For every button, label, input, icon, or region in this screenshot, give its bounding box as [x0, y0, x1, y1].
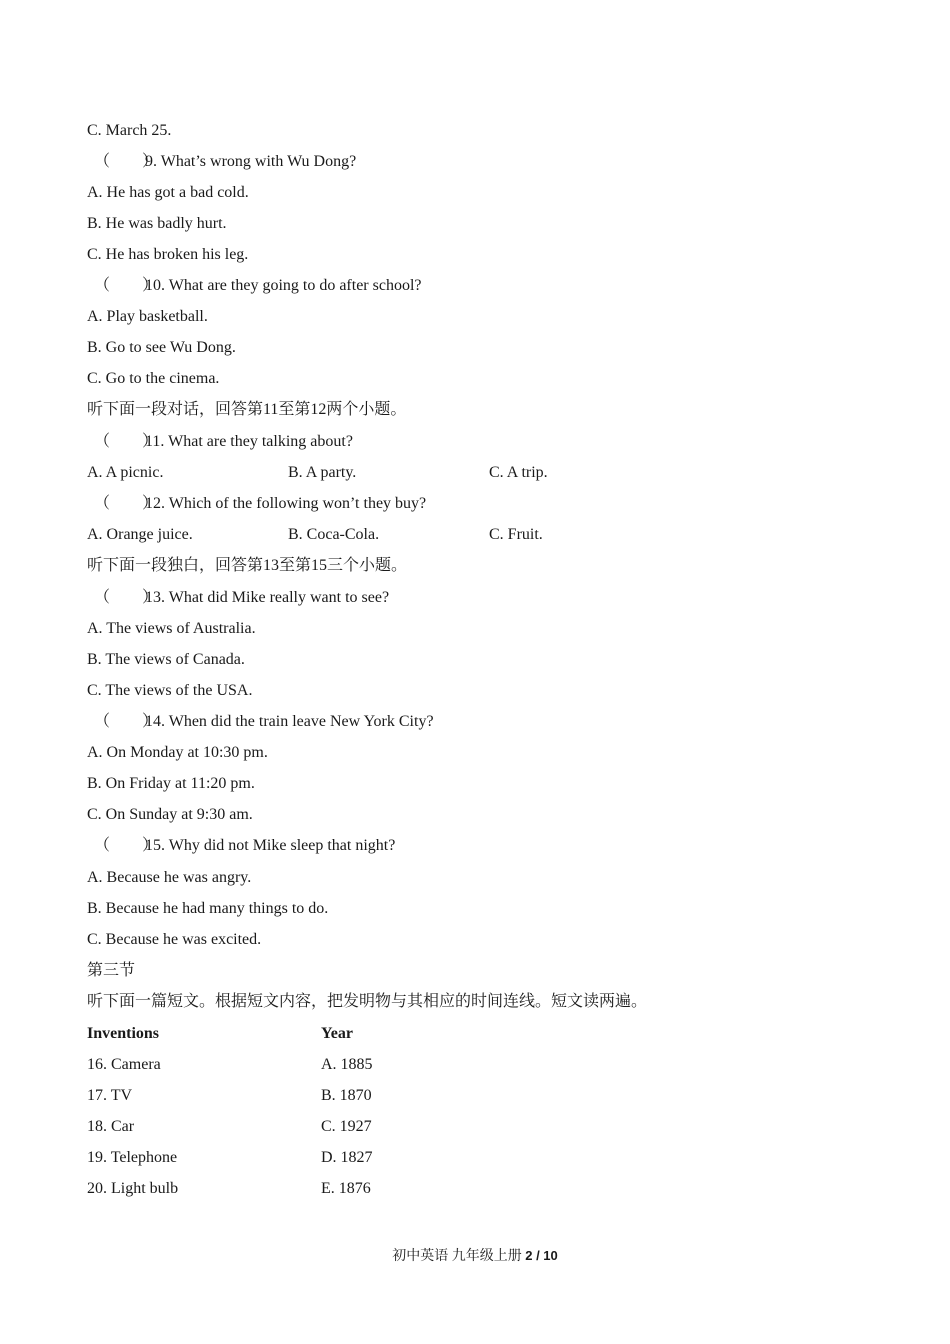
question-text: 11. What are they talking about? — [145, 433, 353, 450]
option-8c: C. March 25. — [87, 122, 172, 139]
option-10a: A. Play basketball. — [87, 308, 208, 325]
instruction-section-3: 听下面一篇短文。根据短文内容，把发明物与其相应的时间连线。短文读两遍。 — [87, 993, 648, 1010]
year-header: Year — [321, 1025, 353, 1042]
question-10 — [87, 276, 422, 296]
option-14a: A. On Monday at 10:30 pm. — [87, 744, 268, 761]
option-9c: C. He has broken his leg. — [87, 246, 249, 263]
answer-blank: （ ） — [94, 153, 159, 170]
option-14b: B. On Friday at 11:20 pm. — [87, 775, 255, 792]
table-row — [87, 1086, 487, 1106]
table-row — [87, 1117, 487, 1137]
invention-cell: 17. TV — [87, 1087, 133, 1104]
year-cell: A. 1885 — [321, 1056, 373, 1073]
options-11 — [87, 463, 687, 483]
question-9 — [87, 152, 356, 172]
inventions-header: Inventions — [87, 1025, 160, 1042]
question-text: 12. Which of the following won’t they buy? — [145, 495, 427, 512]
invention-cell: 19. Telephone — [87, 1149, 178, 1166]
question-text: 10. What are they going to do after school? — [145, 277, 422, 294]
inventions-table-header — [87, 1024, 487, 1044]
option-13a: A. The views of Australia. — [87, 620, 256, 637]
option-11b: B. A party. — [288, 464, 357, 481]
answer-blank: （ ） — [94, 495, 159, 512]
option-10c: C. Go to the cinema. — [87, 370, 220, 387]
option-12b: B. Coca-Cola. — [288, 526, 380, 543]
invention-cell: 20. Light bulb — [87, 1180, 179, 1197]
option-15c: C. Because he was excited. — [87, 931, 262, 948]
option-11a: A. A picnic. — [87, 464, 164, 481]
question-14 — [87, 712, 434, 732]
options-12 — [87, 525, 687, 545]
answer-blank: （ ） — [94, 713, 159, 730]
invention-cell: 16. Camera — [87, 1056, 161, 1073]
question-12 — [87, 494, 426, 514]
option-12c: C. Fruit. — [489, 526, 543, 543]
year-cell: C. 1927 — [321, 1118, 372, 1135]
question-text: 9. What’s wrong with Wu Dong? — [145, 153, 357, 170]
option-11c: C. A trip. — [489, 464, 548, 481]
answer-blank: （ ） — [94, 837, 159, 854]
question-text: 15. Why did not Mike sleep that night? — [145, 837, 396, 854]
option-15b: B. Because he had many things to do. — [87, 900, 329, 917]
option-9b: B. He was badly hurt. — [87, 215, 227, 232]
section-heading: 第三节 — [87, 962, 136, 979]
option-15a: A. Because he was angry. — [87, 869, 252, 886]
instruction-13-15: 听下面一段独白，回答第13至第15三个小题。 — [87, 557, 408, 574]
question-15 — [87, 836, 395, 856]
answer-blank: （ ） — [94, 277, 159, 294]
question-13 — [87, 588, 389, 608]
option-9a: A. He has got a bad cold. — [87, 184, 249, 201]
option-14c: C. On Sunday at 9:30 am. — [87, 806, 253, 823]
option-12a: A. Orange juice. — [87, 526, 193, 543]
year-cell: E. 1876 — [321, 1180, 371, 1197]
year-cell: B. 1870 — [321, 1087, 372, 1104]
footer-label: 初中英语 九年级上册 — [392, 1249, 522, 1264]
table-row — [87, 1179, 487, 1199]
page-footer — [0, 1246, 950, 1267]
table-row — [87, 1055, 487, 1075]
page-number: 2 / 10 — [525, 1248, 558, 1263]
question-11 — [87, 432, 353, 452]
question-text: 14. When did the train leave New York City? — [145, 713, 434, 730]
instruction-11-12: 听下面一段对话，回答第11至第12两个小题。 — [87, 401, 407, 418]
invention-cell: 18. Car — [87, 1118, 135, 1135]
year-cell: D. 1827 — [321, 1149, 373, 1166]
option-13c: C. The views of the USA. — [87, 682, 253, 699]
answer-blank: （ ） — [94, 589, 159, 606]
option-13b: B. The views of Canada. — [87, 651, 245, 668]
question-text: 13. What did Mike really want to see? — [145, 589, 390, 606]
answer-blank: （ ） — [94, 433, 159, 450]
option-10b: B. Go to see Wu Dong. — [87, 339, 236, 356]
table-row — [87, 1148, 487, 1168]
